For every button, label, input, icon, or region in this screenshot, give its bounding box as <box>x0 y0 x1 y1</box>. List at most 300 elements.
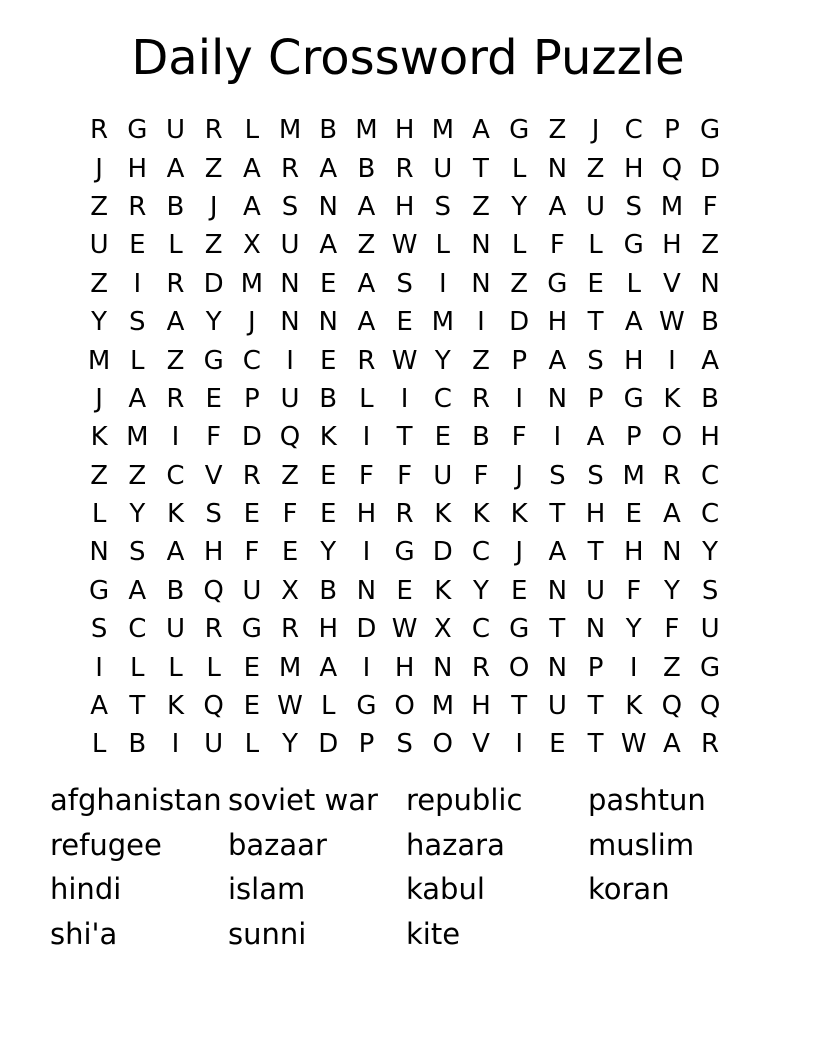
grid-letter-r2c4: Z <box>204 153 223 184</box>
grid-letter-r5c6: N <box>280 268 300 299</box>
grid-letter-r2c11: T <box>473 153 489 184</box>
grid-letter-r13c16: Y <box>663 575 680 606</box>
grid-letter-r17c3: I <box>171 729 180 760</box>
grid-letter-r13c15: F <box>626 575 642 606</box>
grid-letter-r9c8: I <box>362 422 371 453</box>
grid-letter-r5c5: M <box>240 268 264 299</box>
grid-letter-r3c3: B <box>166 191 185 222</box>
grid-letter-r13c9: E <box>396 575 413 606</box>
grid-letter-r4c2: E <box>129 230 146 261</box>
grid-letter-r7c8: R <box>357 345 376 376</box>
word-list-item: bazaar <box>228 827 327 862</box>
grid-letter-r15c11: R <box>471 652 490 683</box>
grid-letter-r3c11: Z <box>472 191 490 222</box>
grid-letter-r11c5: E <box>243 499 261 530</box>
grid-letter-r4c5: X <box>242 230 261 261</box>
grid-letter-r8c12: I <box>515 383 523 414</box>
grid-letter-r17c13: E <box>549 729 566 760</box>
grid-letter-r2c1: J <box>95 153 103 184</box>
grid-letter-r5c1: Z <box>90 268 108 299</box>
grid-letter-r14c6: R <box>280 614 300 645</box>
grid-letter-r6c11: I <box>477 307 485 338</box>
grid-letter-r6c17: B <box>701 307 720 338</box>
grid-letter-r7c6: I <box>286 345 294 376</box>
word-list-item: sunni <box>228 916 307 951</box>
grid-letter-r10c1: Z <box>90 460 108 491</box>
grid-letter-r14c9: W <box>391 614 418 645</box>
grid-letter-r15c12: O <box>508 652 530 683</box>
word-list-item: koran <box>588 872 670 907</box>
grid-letter-r3c16: M <box>660 191 684 222</box>
grid-letter-r14c8: D <box>356 614 377 645</box>
grid-letter-r8c5: P <box>244 383 260 414</box>
grid-letter-r6c3: A <box>166 307 185 338</box>
grid-letter-r3c6: S <box>281 191 299 222</box>
grid-letter-r13c7: B <box>319 575 338 606</box>
grid-letter-r9c9: T <box>396 422 413 453</box>
grid-letter-r16c6: W <box>277 691 303 722</box>
word-list-item: kite <box>406 916 461 951</box>
grid-letter-r10c13: S <box>549 460 566 491</box>
grid-letter-r10c3: C <box>166 460 185 491</box>
grid-letter-r15c3: L <box>168 652 183 683</box>
grid-letter-r7c12: P <box>511 345 527 376</box>
grid-letter-r14c14: N <box>585 614 606 645</box>
word-list-item: hindi <box>50 872 122 907</box>
grid-letter-r2c6: R <box>280 153 300 184</box>
grid-letter-r16c3: K <box>166 691 184 722</box>
grid-letter-r17c1: L <box>91 729 107 760</box>
grid-letter-r10c5: R <box>242 460 261 491</box>
word-list-item: muslim <box>588 827 695 862</box>
grid-letter-r13c2: A <box>128 575 147 606</box>
grid-letter-r6c4: Y <box>205 307 222 338</box>
grid-letter-r6c13: H <box>547 307 568 338</box>
grid-letter-r10c2: Z <box>128 460 147 491</box>
grid-letter-r17c15: W <box>620 729 647 760</box>
grid-letter-r12c2: S <box>129 537 146 568</box>
grid-letter-r8c6: U <box>280 383 300 414</box>
grid-letter-r3c8: A <box>357 191 376 222</box>
grid-letter-r4c16: H <box>662 230 682 261</box>
grid-letter-r8c1: J <box>95 383 103 414</box>
grid-letter-r16c7: L <box>320 691 336 722</box>
grid-letter-r2c3: A <box>166 153 185 184</box>
grid-letter-r8c14: P <box>587 383 604 414</box>
grid-letter-r17c17: R <box>701 729 720 760</box>
grid-letter-r6c5: J <box>248 307 256 338</box>
grid-letter-r16c1: A <box>90 691 108 722</box>
grid-letter-r8c15: G <box>623 383 644 414</box>
grid-letter-r16c10: M <box>431 691 454 722</box>
grid-letter-r13c4: Q <box>203 575 224 606</box>
grid-letter-r9c10: E <box>434 422 451 453</box>
grid-letter-r12c17: Y <box>702 537 719 568</box>
grid-letter-r16c11: H <box>471 691 491 722</box>
grid-letter-r15c8: I <box>362 652 371 683</box>
grid-letter-r12c1: N <box>89 537 109 568</box>
grid-letter-r11c1: L <box>91 499 107 530</box>
grid-letter-r14c1: S <box>90 614 108 645</box>
grid-letter-r1c15: C <box>624 115 643 146</box>
grid-letter-r4c12: L <box>511 230 527 261</box>
grid-letter-r12c4: H <box>203 537 224 568</box>
grid-letter-r14c5: G <box>241 614 262 645</box>
grid-letter-r8c3: R <box>166 383 185 414</box>
grid-letter-r6c15: A <box>624 307 643 338</box>
grid-letter-r7c13: A <box>548 345 567 376</box>
grid-letter-r2c16: Q <box>661 153 683 184</box>
grid-letter-r16c4: Q <box>203 691 224 722</box>
grid-letter-r7c9: W <box>391 345 418 376</box>
grid-letter-r16c16: Q <box>661 691 683 722</box>
grid-letter-r4c4: Z <box>204 230 223 261</box>
grid-letter-r8c7: B <box>319 383 338 414</box>
grid-letter-r7c17: A <box>701 345 719 376</box>
grid-letter-r4c14: L <box>588 230 603 261</box>
grid-letter-r9c4: F <box>206 422 222 453</box>
grid-letter-r11c3: K <box>166 499 184 530</box>
grid-letter-r16c15: K <box>625 691 643 722</box>
grid-letter-r17c16: A <box>663 729 681 760</box>
grid-letter-r10c7: E <box>320 460 337 491</box>
grid-letter-r3c4: J <box>209 191 218 222</box>
grid-letter-r1c14: J <box>591 115 600 146</box>
grid-letter-r1c12: G <box>509 115 530 146</box>
grid-letter-r17c11: V <box>472 729 490 760</box>
grid-letter-r11c4: S <box>205 499 222 530</box>
word-list-item: republic <box>406 783 523 818</box>
grid-letter-r6c12: D <box>509 307 530 338</box>
grid-letter-r7c15: H <box>623 345 644 376</box>
grid-letter-r16c13: U <box>547 691 567 722</box>
letter-grid <box>80 111 729 764</box>
grid-letter-r15c7: A <box>319 652 338 683</box>
grid-letter-r3c2: R <box>128 191 147 222</box>
grid-letter-r12c6: E <box>281 537 299 568</box>
grid-letter-r12c5: F <box>244 537 260 568</box>
grid-letter-r5c8: A <box>357 268 376 299</box>
grid-letter-r8c11: R <box>471 383 490 414</box>
grid-letter-r10c14: S <box>587 460 604 491</box>
grid-letter-r9c11: B <box>472 422 490 453</box>
grid-letter-r2c17: D <box>700 153 721 184</box>
grid-letter-r12c7: Y <box>320 537 337 568</box>
grid-letter-r7c11: Z <box>472 345 490 376</box>
grid-letter-r8c9: I <box>400 383 409 414</box>
grid-letter-r2c9: R <box>395 153 414 184</box>
grid-letter-r1c7: B <box>319 115 338 146</box>
grid-letter-r12c9: G <box>394 537 415 568</box>
grid-letter-r16c12: T <box>511 691 528 722</box>
grid-letter-r9c2: M <box>126 422 149 453</box>
grid-letter-r16c14: T <box>587 691 604 722</box>
grid-letter-r3c1: Z <box>90 191 108 222</box>
grid-letter-r9c3: I <box>171 422 180 453</box>
grid-letter-r9c12: F <box>511 422 527 453</box>
grid-letter-r5c16: V <box>663 268 681 299</box>
grid-letter-r9c16: O <box>661 422 683 453</box>
word-list-item: refugee <box>50 827 162 862</box>
grid-letter-r11c6: F <box>282 499 298 530</box>
grid-letter-r1c2: G <box>127 115 148 146</box>
grid-letter-r8c16: K <box>663 383 681 414</box>
grid-letter-r13c6: X <box>281 575 299 606</box>
grid-letter-r15c14: P <box>587 652 604 683</box>
grid-letter-r1c1: R <box>90 115 109 146</box>
grid-letter-r13c13: N <box>547 575 568 606</box>
grid-letter-r11c17: C <box>701 499 720 530</box>
word-list-item: afghanistan <box>50 783 222 818</box>
grid-letter-r14c13: T <box>549 614 566 645</box>
grid-letter-r1c9: H <box>394 115 415 146</box>
grid-letter-r10c16: R <box>662 460 681 491</box>
grid-letter-r10c11: F <box>473 460 489 491</box>
grid-letter-r12c10: D <box>432 537 453 568</box>
grid-letter-r4c1: U <box>89 230 109 261</box>
grid-letter-r3c7: N <box>318 191 338 222</box>
grid-letter-r12c3: A <box>166 537 185 568</box>
grid-letter-r4c3: L <box>168 230 183 261</box>
grid-letter-r1c6: M <box>278 115 302 146</box>
grid-letter-r10c9: F <box>397 460 413 491</box>
grid-letter-r2c5: A <box>242 153 261 184</box>
grid-letter-r3c17: F <box>702 191 718 222</box>
grid-letter-r12c14: T <box>587 537 604 568</box>
grid-letter-r5c13: G <box>547 268 568 299</box>
grid-letter-r8c13: N <box>547 383 568 414</box>
grid-letter-r15c16: Z <box>663 652 681 683</box>
word-list-item: pashtun <box>588 783 706 818</box>
grid-letter-r6c2: S <box>129 307 146 338</box>
grid-letter-r5c12: Z <box>510 268 529 299</box>
grid-letter-r6c6: N <box>280 307 300 338</box>
grid-letter-r2c13: N <box>547 153 568 184</box>
grid-letter-r11c7: E <box>320 499 337 530</box>
grid-letter-r15c10: N <box>433 652 453 683</box>
grid-letter-r7c7: E <box>320 345 337 376</box>
grid-letter-r15c17: G <box>700 652 721 683</box>
grid-letter-r13c10: K <box>434 575 452 606</box>
grid-letter-r9c15: P <box>625 422 642 453</box>
grid-letter-r17c10: O <box>432 729 454 760</box>
grid-letter-r14c10: X <box>433 614 452 645</box>
grid-letter-r9c7: K <box>319 422 337 453</box>
grid-letter-r11c8: H <box>356 499 377 530</box>
grid-letter-r13c12: E <box>510 575 528 606</box>
grid-letter-r5c14: E <box>587 268 604 299</box>
grid-letter-r2c7: A <box>319 153 338 184</box>
grid-letter-r7c5: C <box>242 345 261 376</box>
grid-letter-r15c6: M <box>278 652 302 683</box>
grid-letter-r17c6: Y <box>282 729 298 760</box>
word-list-item: shi'a <box>50 916 118 951</box>
grid-letter-r1c4: R <box>204 115 223 146</box>
grid-letter-r7c3: Z <box>166 345 185 376</box>
grid-letter-r10c10: U <box>433 460 453 491</box>
grid-letter-r16c9: O <box>394 691 415 722</box>
grid-letter-r4c17: Z <box>701 230 719 261</box>
grid-letter-r4c6: U <box>280 230 300 261</box>
grid-letter-r3c9: H <box>394 191 415 222</box>
grid-letter-r4c8: Z <box>357 230 376 261</box>
grid-letter-r15c5: E <box>243 652 261 683</box>
grid-letter-r11c10: K <box>434 499 452 530</box>
grid-letter-r17c12: I <box>515 729 523 760</box>
grid-letter-r9c1: K <box>90 422 108 453</box>
grid-letter-r14c11: C <box>471 614 491 645</box>
grid-letter-r2c15: H <box>623 153 644 184</box>
grid-letter-r12c15: H <box>623 537 644 568</box>
grid-letter-r11c13: T <box>549 499 566 530</box>
grid-letter-r3c15: S <box>625 191 642 222</box>
grid-letter-r2c8: B <box>357 153 376 184</box>
grid-letter-r3c13: A <box>548 191 567 222</box>
grid-letter-r14c2: C <box>128 614 147 645</box>
grid-letter-r16c17: Q <box>699 691 721 722</box>
grid-letter-r1c3: U <box>165 115 185 146</box>
grid-letter-r17c2: B <box>128 729 147 760</box>
grid-letter-r5c9: S <box>396 268 413 299</box>
grid-letter-r4c7: A <box>319 230 338 261</box>
grid-letter-r3c14: U <box>586 191 606 222</box>
grid-letter-r8c4: E <box>205 383 222 414</box>
grid-letter-r13c14: U <box>586 575 606 606</box>
grid-letter-r1c11: A <box>472 115 490 146</box>
grid-letter-r13c3: B <box>166 575 185 606</box>
grid-letter-r17c14: T <box>587 729 604 760</box>
grid-letter-r1c8: M <box>355 115 378 146</box>
grid-letter-r9c14: A <box>586 422 605 453</box>
grid-letter-r8c8: L <box>359 383 374 414</box>
grid-letter-r13c17: S <box>701 575 719 606</box>
grid-letter-r16c5: E <box>243 691 261 722</box>
grid-letter-r8c10: C <box>433 383 452 414</box>
word-list-item: hazara <box>406 827 505 862</box>
grid-letter-r5c10: I <box>438 268 447 299</box>
word-list <box>50 778 768 956</box>
grid-letter-r5c3: R <box>166 268 185 299</box>
grid-letter-r15c15: I <box>629 652 638 683</box>
grid-letter-r14c15: Y <box>625 614 642 645</box>
grid-letter-r5c17: N <box>700 268 720 299</box>
grid-letter-r1c10: M <box>431 115 454 146</box>
grid-letter-r9c17: H <box>700 422 720 453</box>
word-list-item: soviet war <box>228 783 378 818</box>
grid-letter-r6c10: M <box>431 307 454 338</box>
grid-letter-r6c16: W <box>659 307 685 338</box>
grid-letter-r16c2: T <box>129 691 146 722</box>
grid-letter-r6c7: N <box>318 307 338 338</box>
grid-letter-r4c13: F <box>549 230 565 261</box>
grid-letter-r10c8: F <box>358 460 374 491</box>
grid-letter-r4c9: W <box>391 230 418 261</box>
grid-letter-r7c14: S <box>587 345 604 376</box>
grid-letter-r11c16: A <box>663 499 681 530</box>
grid-letter-r8c17: B <box>701 383 720 414</box>
grid-letter-r2c14: Z <box>586 153 605 184</box>
grid-letter-r15c2: L <box>130 652 145 683</box>
grid-letter-r15c4: L <box>206 652 221 683</box>
grid-letter-r6c8: A <box>357 307 376 338</box>
grid-letter-r5c4: D <box>203 268 224 299</box>
grid-letter-r11c11: K <box>472 499 490 530</box>
grid-letter-r3c10: S <box>434 191 452 222</box>
grid-letter-r11c9: R <box>395 499 414 530</box>
grid-letter-r6c1: Y <box>91 307 108 338</box>
grid-letter-r7c10: Y <box>434 345 451 376</box>
grid-letter-r3c12: Y <box>511 191 528 222</box>
grid-letter-r3c5: A <box>242 191 261 222</box>
grid-letter-r13c1: G <box>89 575 110 606</box>
grid-letter-r7c4: G <box>203 345 224 376</box>
word-list-item: kabul <box>406 872 485 907</box>
grid-letter-r5c15: L <box>626 268 641 299</box>
grid-letter-r11c2: Y <box>129 499 146 530</box>
grid-letter-r5c7: E <box>320 268 337 299</box>
page-title: Daily Crossword Puzzle <box>131 30 685 86</box>
grid-letter-r5c11: N <box>471 268 491 299</box>
grid-letter-r14c3: U <box>165 614 185 645</box>
grid-letter-r1c16: P <box>664 115 680 146</box>
grid-letter-r2c10: U <box>433 153 453 184</box>
grid-letter-r14c17: U <box>700 614 720 645</box>
grid-letter-r14c12: G <box>509 614 530 645</box>
grid-letter-r15c1: I <box>95 652 103 683</box>
grid-letter-r1c5: L <box>244 115 260 146</box>
grid-letter-r17c4: U <box>204 729 224 760</box>
grid-letter-r17c9: S <box>396 729 413 760</box>
grid-letter-r4c11: N <box>471 230 491 261</box>
grid-letter-r13c11: Y <box>473 575 489 606</box>
grid-letter-r11c12: K <box>510 499 528 530</box>
grid-letter-r6c14: T <box>587 307 604 338</box>
grid-letter-r9c13: I <box>553 422 562 453</box>
grid-letter-r9c6: Q <box>279 422 301 453</box>
grid-letter-r17c5: L <box>244 729 260 760</box>
grid-letter-r14c16: F <box>664 614 680 645</box>
grid-letter-r10c12: J <box>515 460 523 491</box>
grid-letter-r12c12: J <box>515 537 523 568</box>
grid-letter-r4c15: G <box>623 230 644 261</box>
grid-letter-r11c15: E <box>625 499 642 530</box>
grid-letter-r13c5: U <box>242 575 262 606</box>
grid-letter-r17c7: D <box>318 729 339 760</box>
grid-letter-r2c12: L <box>511 153 527 184</box>
grid-letter-r12c16: N <box>662 537 682 568</box>
grid-letter-r12c11: C <box>471 537 491 568</box>
grid-letter-r7c16: I <box>668 345 676 376</box>
grid-letter-r1c13: Z <box>548 115 567 146</box>
grid-letter-r15c9: H <box>394 652 415 683</box>
grid-letter-r13c8: N <box>356 575 377 606</box>
grid-letter-r16c8: G <box>356 691 377 722</box>
grid-letter-r15c13: N <box>547 652 568 683</box>
grid-letter-r8c2: A <box>128 383 147 414</box>
grid-letter-r14c7: H <box>318 614 338 645</box>
grid-letter-r4c10: L <box>435 230 451 261</box>
grid-letter-r17c8: P <box>358 729 375 760</box>
grid-letter-r12c13: A <box>548 537 567 568</box>
grid-letter-r10c15: M <box>622 460 645 491</box>
word-list-item: islam <box>228 872 306 907</box>
grid-letter-r1c17: G <box>700 115 721 146</box>
grid-letter-r9c5: D <box>241 422 262 453</box>
grid-letter-r14c4: R <box>204 614 223 645</box>
grid-letter-r10c6: Z <box>281 460 299 491</box>
grid-letter-r12c8: I <box>362 537 371 568</box>
grid-letter-r11c14: H <box>585 499 606 530</box>
